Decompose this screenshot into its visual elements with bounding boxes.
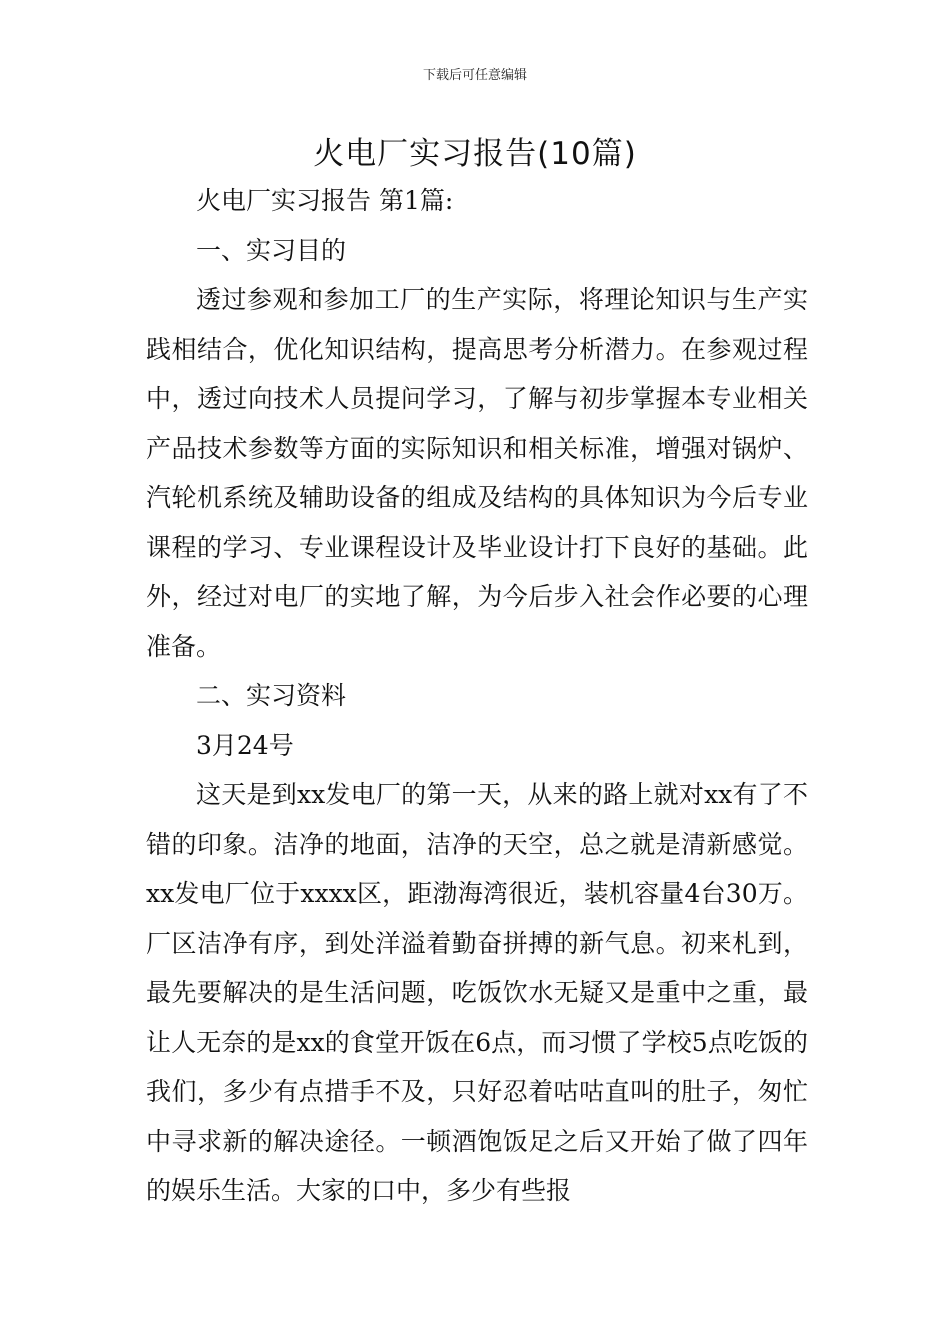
paragraph-first-day: 这天是到xx发电厂的第一天，从来的路上就对xx有了不错的印象。洁净的地面，洁净的天空，总之就是清新感觉。xx发电厂位于xxxx区，距渤海湾很近，装机容量4台30万。厂区洁净有序，到处洋溢着勤奋拼搏的新气息。初来札到，最先要解决的是生活问题，吃饭饮水无疑又是重中之重，最让人无奈的是xx的食堂开饭在6点，而习惯了学校5点吃饭的我们，多少有点措手不及，只好忍着咕咕直叫的肚子，匆忙中寻求新的解决途径。一顿酒饱饭足之后又开始了做了四年的娱乐生活。大家的口中，多少有些报: [146, 780, 808, 1205]
section-heading-objective: 一、实习目的: [196, 235, 347, 265]
date-heading: 3月24号: [196, 730, 294, 760]
page-header: 下载后可任意编辑: [422, 68, 527, 83]
paragraph-objective: 透过参观和参加工厂的生产实际，将理论知识与生产实践相结合，优化知识结构，提高思考分析潜力。在参观过程中，透过向技术人员提问学习，了解与初步掌握本专业相关产品技术参数等方面的实际知识和相关标准，增强对锅炉、汽轮机系统及辅助设备的组成及结构的具体知识为今后专业课程的学习、专业课程设计及毕业设计打下良好的基础。此外，经过对电厂的实地了解，为今后步入社会作必要的心理准备。: [146, 285, 808, 661]
section-heading-part1: 火电厂实习报告 第1篇:: [196, 186, 454, 215]
document-body: [146, 176, 808, 1216]
section-heading-materials: 二、实习资料: [196, 681, 347, 710]
document-title: 火电厂实习报告(10篇): [313, 136, 637, 172]
